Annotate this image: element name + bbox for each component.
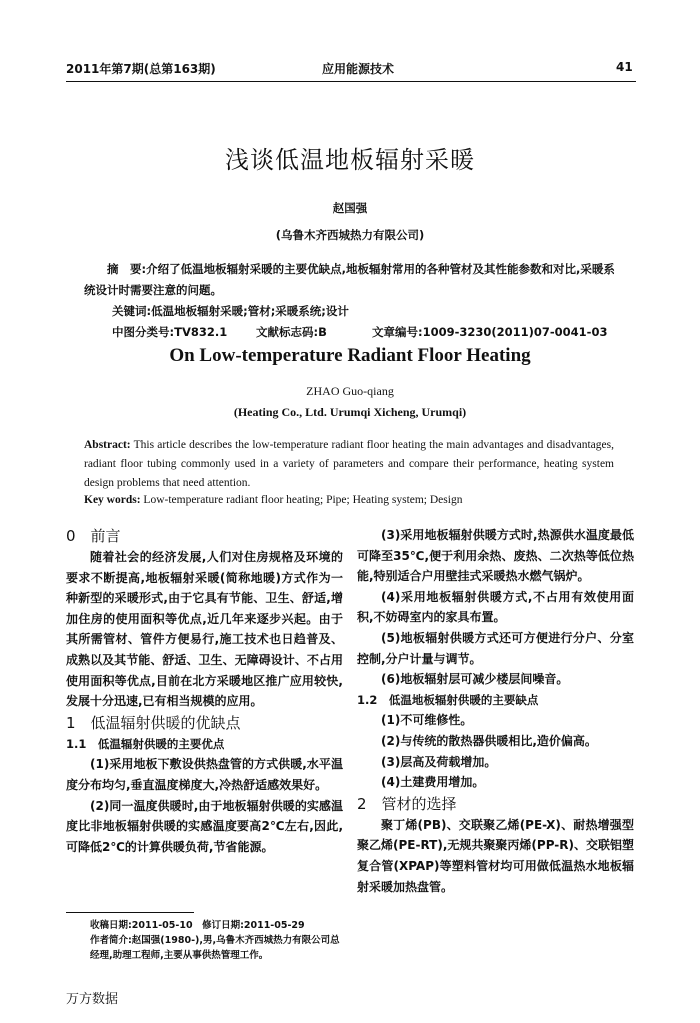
- advantage-2: (2)同一温度供暖时,由于地板辐射供暖的实感温度比非地板辐射供暖的实感温度要高2℃左右,因此,可降低2℃的计算供暖负荷,节省能源。: [66, 798, 343, 854]
- abstract-cn-text: 介绍了低温地板辐射采暖的主要优缺点,地板辐射常用的各种管材及其性能参数和对比,采暖系统设计时需要注意的问题。: [84, 262, 615, 297]
- author-en: ZHAO Guo-qiang: [306, 384, 394, 398]
- footnote: [90, 918, 340, 963]
- keywords-en-label: Key words:: [84, 494, 141, 506]
- advantage-5: (5)地板辐射供暖方式还可方便进行分户、分室控制,分户计量与调节。: [357, 630, 634, 666]
- affiliation-cn: (乌鲁木齐西城热力有限公司): [275, 228, 425, 242]
- section-1-2-heading: 1.2 低温地板辐射供暖的主要缺点: [357, 692, 539, 707]
- left-column: [66, 525, 343, 857]
- watermark: 万方数据: [66, 992, 119, 1007]
- abstract-en: [84, 436, 614, 493]
- header-rule: [66, 81, 636, 82]
- author-cn: 赵国强: [332, 201, 368, 215]
- keywords-cn: [112, 301, 349, 322]
- section-2-heading: 2 管材的选择: [357, 794, 457, 813]
- advantage-4: (4)采用地板辐射供暖方式,不占用有效使用面积,不妨碍室内的家具布置。: [357, 589, 634, 625]
- running-header-issue: 2011年第7期(总第163期): [66, 62, 216, 76]
- page-number: 41: [616, 60, 633, 74]
- keywords-en-text: Low-temperature radiant floor heating; Pipe; Heating system; Design: [143, 494, 463, 506]
- footnote-dates: 收稿日期:2011-05-10 修订日期:2011-05-29: [90, 920, 305, 931]
- footnote-rule: [66, 912, 194, 913]
- affiliation-en: (Heating Co., Ltd. Urumqi Xicheng, Urumqi): [233, 405, 467, 419]
- title-cn: 浅谈低温地板辐射采暖: [225, 146, 475, 174]
- article-number: 文章编号:1009-3230(2011)07-0041-03: [372, 325, 608, 339]
- right-column: [357, 525, 634, 897]
- advantage-1: (1)采用地板下敷设供热盘管的方式供暖,水平温度分布均匀,垂直温度梯度大,冷热舒适感效果好。: [66, 757, 343, 792]
- disadvantage-1: (1)不可维修性。: [381, 713, 473, 728]
- section-2-paragraph: 聚丁烯(PB)、交联聚乙烯(PE-X)、耐热增强型聚乙烯(PE-RT),无规共聚聚丙烯(PP-R)、交联铝塑复合管(XPAP)等塑料管材均可用做低温热水地板辐射采暖加热盘管。: [357, 817, 634, 894]
- disadvantage-3: (3)层高及荷载增加。: [381, 754, 497, 769]
- keywords-en: [84, 491, 614, 510]
- footnote-author-bio: 作者简介:赵国强(1980-),男,乌鲁木齐西城热力有限公司总经理,助理工程师,主要从事供热管理工作。: [90, 935, 340, 961]
- abstract-en-label: Abstract:: [84, 439, 131, 451]
- keywords-cn-text: 低温地板辐射采暖;管材;采暖系统;设计: [151, 304, 349, 318]
- section-0-paragraph: 随着社会的经济发展,人们对住房规格及环境的要求不断提高,地板辐射采暖(简称地暖)方式作为一种新型的采暖形式,由于它具有节能、卫生、舒适,增加住房的使用面积等优点,近几年来逐步兴起。由于其所需管材、管件方便易行,施工技术也日趋普及、成熟以及其节能、舒适、卫生、无障碍设计、不占用使用面积等优点,目前在北方采暖地区推广应用较快,发展十分迅速,已有相当规模的应用。: [66, 550, 343, 709]
- clc-number: 中图分类号:TV832.1: [112, 325, 228, 339]
- document-code: 文献标志码:B: [256, 325, 327, 339]
- advantage-6: (6)地板辐射层可减少楼层间噪音。: [381, 672, 569, 687]
- title-en: On Low-temperature Radiant Floor Heating: [169, 345, 531, 366]
- section-0-heading: 0 前言: [66, 527, 121, 545]
- disadvantage-4: (4)土建费用增加。: [381, 775, 485, 790]
- section-1-heading: 1 低温辐射供暖的优缺点: [66, 713, 241, 732]
- section-1-1-heading: 1.1 低温辐射供暖的主要优点: [66, 736, 225, 751]
- advantage-3: (3)采用地板辐射供暖方式时,热源供水温度最低可降至35℃,便于利用余热、废热、二次热等低位热能,特别适合户用壁挂式采暖热水燃气锅炉。: [357, 528, 634, 584]
- disadvantage-2: (2)与传统的散热器供暖相比,造价偏高。: [381, 733, 597, 748]
- keywords-cn-label: 关键词:: [112, 304, 152, 318]
- abstract-cn: [84, 259, 620, 301]
- abstract-cn-label: 摘 要:: [107, 262, 147, 276]
- abstract-en-text: This article describes the low-temperature radiant floor heating the main advantages and disadvantages, radiant floor tubing commonly used in a variety of parameters and compare their performance, heating system design problems that need attention.: [84, 439, 614, 489]
- running-header-journal: 应用能源技术: [322, 62, 395, 76]
